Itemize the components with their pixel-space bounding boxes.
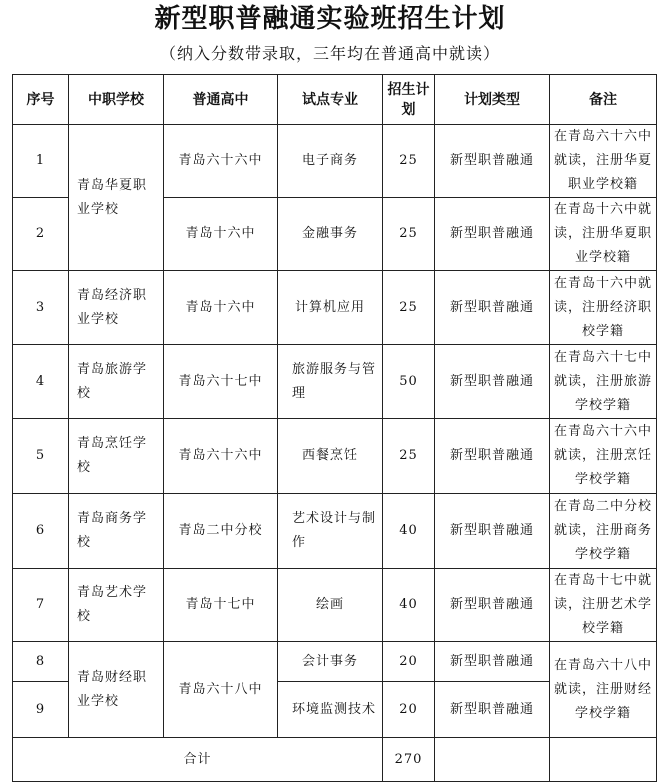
total-label: 合计: [13, 738, 383, 782]
cell-plan-type: 新型职普融通: [435, 345, 550, 419]
cell-vocational-school: 青岛烹饪学校: [69, 419, 164, 494]
cell-plan-type: 新型职普融通: [435, 271, 550, 345]
table-row: [13, 642, 657, 682]
cell-major: 旅游服务与管理: [278, 345, 383, 419]
cell-major: 会计事务: [278, 642, 383, 682]
header-high-school: 普通高中: [164, 75, 278, 125]
enrollment-plan-table: [12, 74, 657, 782]
cell-note: 在青岛六十八中就读，注册财经学校学籍: [550, 642, 657, 738]
header-quota-label: 招生计划: [387, 81, 430, 118]
cell-seq: 4: [13, 345, 69, 419]
header-major: 试点专业: [278, 75, 383, 125]
cell-seq: 9: [13, 682, 69, 738]
total-row: [13, 738, 657, 782]
cell-high-school: 青岛六十六中: [164, 125, 278, 198]
cell-quota: 20: [383, 642, 435, 682]
cell-seq: 2: [13, 198, 69, 271]
cell-plan-type: 新型职普融通: [435, 494, 550, 569]
cell-seq: 1: [13, 125, 69, 198]
cell-major: 金融事务: [278, 198, 383, 271]
cell-vocational-school: 青岛华夏职业学校: [69, 125, 164, 271]
cell-vocational-school: 青岛经济职业学校: [69, 271, 164, 345]
cell-seq: 6: [13, 494, 69, 569]
page-subtitle: （纳入分数带录取，三年均在普通高中就读）: [159, 44, 500, 63]
total-note-empty: [550, 738, 657, 782]
cell-high-school: 青岛十六中: [164, 198, 278, 271]
cell-plan-type: 新型职普融通: [435, 682, 550, 738]
cell-seq: 5: [13, 419, 69, 494]
table-row: [13, 419, 657, 494]
cell-note: 在青岛二中分校就读，注册商务学校学籍: [550, 494, 657, 569]
cell-quota: 20: [383, 682, 435, 738]
cell-high-school: 青岛六十六中: [164, 419, 278, 494]
table-row: [13, 125, 657, 198]
cell-seq: 8: [13, 642, 69, 682]
cell-high-school: 青岛二中分校: [164, 494, 278, 569]
cell-quota: 50: [383, 345, 435, 419]
page-title: 新型职普融通实验班招生计划: [154, 4, 506, 34]
total-plan-type-empty: [435, 738, 550, 782]
cell-quota: 25: [383, 125, 435, 198]
header-plan-type: 计划类型: [435, 75, 550, 125]
cell-seq: 7: [13, 569, 69, 642]
cell-major: 绘画: [278, 569, 383, 642]
cell-seq: 3: [13, 271, 69, 345]
cell-plan-type: 新型职普融通: [435, 125, 550, 198]
cell-major: 西餐烹饪: [278, 419, 383, 494]
cell-quota: 40: [383, 569, 435, 642]
cell-note: 在青岛六十七中就读，注册旅游学校学籍: [550, 345, 657, 419]
cell-high-school: 青岛六十八中: [164, 642, 278, 738]
cell-vocational-school: 青岛艺术学校: [69, 569, 164, 642]
cell-quota: 40: [383, 494, 435, 569]
cell-plan-type: 新型职普融通: [435, 198, 550, 271]
cell-plan-type: 新型职普融通: [435, 569, 550, 642]
cell-high-school: 青岛十七中: [164, 569, 278, 642]
cell-plan-type: 新型职普融通: [435, 419, 550, 494]
cell-note: 在青岛十六中就读，注册经济职校学籍: [550, 271, 657, 345]
cell-note: 在青岛六十六中就读，注册烹饪学校学籍: [550, 419, 657, 494]
total-quota: 270: [383, 738, 435, 782]
table-row: [13, 569, 657, 642]
cell-plan-type: 新型职普融通: [435, 642, 550, 682]
cell-note: 在青岛六十六中就读，注册华夏职业学校籍: [550, 125, 657, 198]
cell-vocational-school: 青岛商务学校: [69, 494, 164, 569]
cell-major: 电子商务: [278, 125, 383, 198]
cell-note: 在青岛十六中就读，注册华夏职业学校籍: [550, 198, 657, 271]
cell-major: 艺术设计与制作: [278, 494, 383, 569]
cell-major: 环境监测技术: [278, 682, 383, 738]
cell-quota: 25: [383, 271, 435, 345]
cell-quota: 25: [383, 419, 435, 494]
table-row: [13, 494, 657, 569]
table-row: [13, 271, 657, 345]
cell-vocational-school: 青岛财经职业学校: [69, 642, 164, 738]
table-row: [13, 345, 657, 419]
header-note: 备注: [550, 75, 657, 125]
cell-high-school: 青岛六十七中: [164, 345, 278, 419]
cell-note: 在青岛十七中就读，注册艺术学校学籍: [550, 569, 657, 642]
header-quota: [383, 75, 435, 125]
cell-quota: 25: [383, 198, 435, 271]
cell-vocational-school: 青岛旅游学校: [69, 345, 164, 419]
header-vocational-school: 中职学校: [69, 75, 164, 125]
table-header-row: [13, 75, 657, 125]
header-seq: 序号: [13, 75, 69, 125]
cell-high-school: 青岛十六中: [164, 271, 278, 345]
cell-major: 计算机应用: [278, 271, 383, 345]
